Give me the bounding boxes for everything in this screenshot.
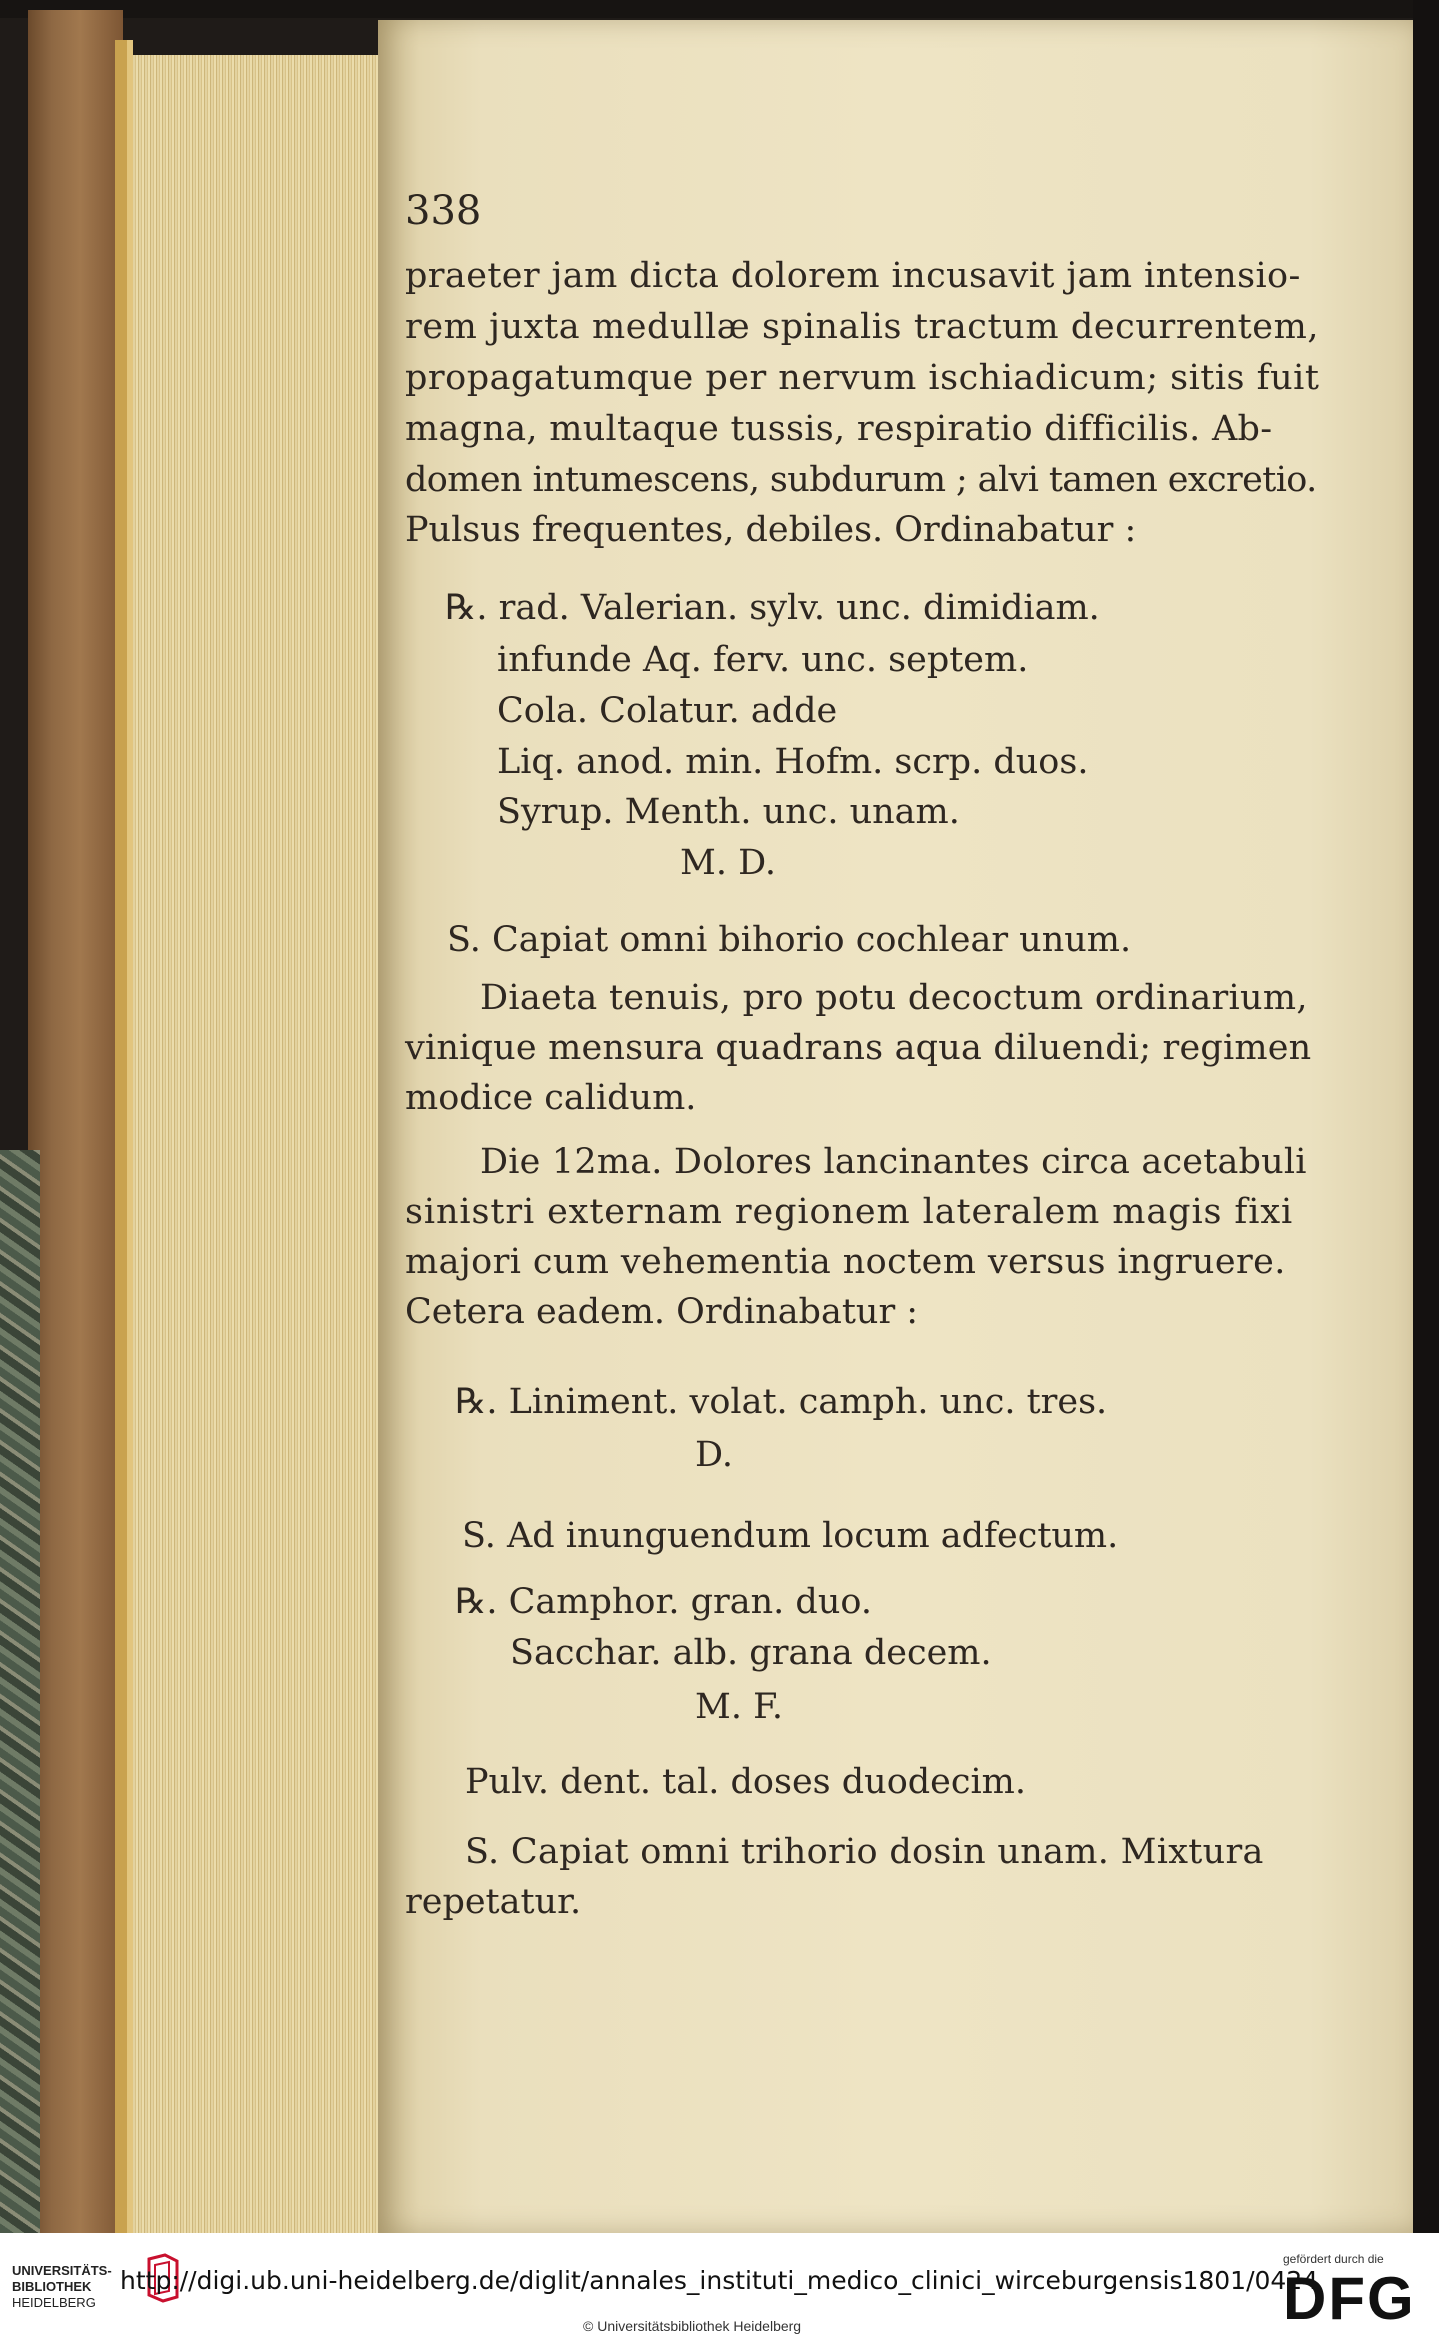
- signatura-line: S. Capiat omni bihorio cochlear unum.: [447, 920, 1132, 960]
- copyright-notice: © Universitätsbibliothek Heidelberg: [583, 2318, 802, 2334]
- scan-right-edge: [1413, 0, 1439, 2233]
- library-logo: [12, 2263, 122, 2311]
- text-line: repetatur.: [405, 1882, 582, 1922]
- text-line: sinistri externam regionem lateralem magis fixi: [405, 1192, 1294, 1232]
- text-line: domen intumescens, subdurum ; alvi tamen excretio.: [405, 460, 1317, 500]
- prescription-line: Liq. anod. min. Hofm. scrp. duos.: [497, 742, 1089, 782]
- signatura-line: S. Capiat omni trihorio dosin unam. Mixtura: [465, 1832, 1264, 1872]
- signatura-line: S. Ad inunguendum locum adfectum.: [462, 1516, 1119, 1556]
- text-line: propagatumque per nervum ischiadicum; sitis fuit: [405, 358, 1320, 398]
- text-line: magna, multaque tussis, respiratio difficilis. Ab-: [405, 409, 1273, 449]
- gilt-edge: [115, 40, 127, 2233]
- permalink-url[interactable]: http://digi.ub.uni-heidelberg.de/diglit/annales_instituti_medico_clinici_wirceburgensis1801/0424: [120, 2266, 1319, 2295]
- prescription-line: M. D.: [680, 843, 777, 883]
- text-line: rem juxta medullæ spinalis tractum decurrentem,: [405, 307, 1320, 347]
- text-line: vinique mensura quadrans aqua diluendi; regimen: [405, 1028, 1312, 1068]
- dfg-logo: DFG: [1283, 2265, 1416, 2332]
- prescription-line: Sacchar. alb. grana decem.: [510, 1633, 992, 1673]
- page-number: 338: [405, 188, 482, 234]
- text-line: Diaeta tenuis, pro potu decoctum ordinarium,: [480, 978, 1308, 1018]
- text-line: Die 12ma. Dolores lancinantes circa acetabuli: [480, 1142, 1307, 1182]
- prescription-line: M. F.: [695, 1687, 784, 1727]
- library-name-line3: HEIDELBERG: [12, 2295, 96, 2310]
- text-line: majori cum vehementia noctem versus ingruere.: [405, 1242, 1286, 1282]
- text-line: praeter jam dicta dolorem incusavit jam intensio-: [405, 256, 1301, 296]
- library-name-line1: UNIVERSITÄTS-: [12, 2263, 112, 2278]
- book-cover: [28, 10, 123, 2233]
- page-stack-edges: [133, 55, 378, 2233]
- text-line: modice calidum.: [405, 1078, 697, 1118]
- prescription-line: Cola. Colatur. adde: [497, 691, 838, 731]
- marbled-endpaper: [0, 1150, 40, 2233]
- prescription-line: Pulv. dent. tal. doses duodecim.: [465, 1762, 1026, 1802]
- library-name-line2: BIBLIOTHEK: [12, 2279, 92, 2294]
- prescription-line: ℞. Camphor. gran. duo.: [455, 1582, 872, 1622]
- prescription-line: infunde Aq. ferv. unc. septem.: [497, 640, 1029, 680]
- text-line: Pulsus frequentes, debiles. Ordinabatur :: [405, 510, 1137, 550]
- prescription-line: ℞. Liniment. volat. camph. unc. tres.: [455, 1382, 1108, 1422]
- funding-note: gefördert durch die: [1283, 2252, 1384, 2266]
- text-line: Cetera eadem. Ordinabatur :: [405, 1292, 919, 1332]
- prescription-line: D.: [695, 1435, 733, 1475]
- scan-top-edge: [0, 0, 1439, 18]
- prescription-line: ℞. rad. Valerian. sylv. unc. dimidiam.: [445, 588, 1100, 628]
- prescription-line: Syrup. Menth. unc. unam.: [497, 792, 960, 832]
